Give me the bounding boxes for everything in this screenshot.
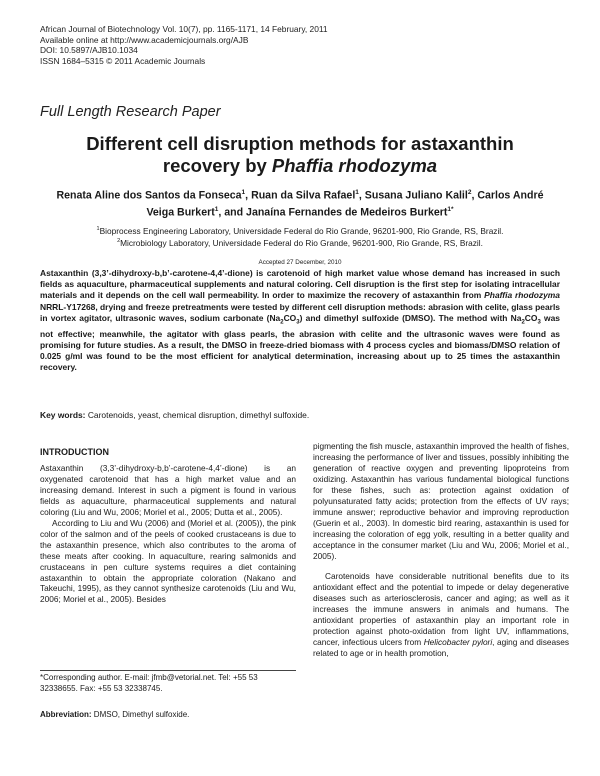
paragraph-text: , aging and diseases related to age or in health promotion,	[313, 637, 569, 659]
journal-url: Available online at http://www.academicjournals.org/AJB	[40, 34, 249, 45]
affiliation-marker: 1*	[447, 205, 454, 213]
paper-title	[40, 133, 560, 177]
footnote-divider	[40, 670, 296, 671]
paragraph: According to Liu and Wu (2006) and (Moriel et al. (2005)), the pink color of the salmon and of the peels of cooked crustaceans is due to the astaxanthin presence, which also contributes to the aroma of these meats after cooking. In aquaculture, rearing salmonids and crustaceans in pen culture systems requires a diet containing astaxanthin to obtain the appropriate coloration (Nakano and Takeuchi, 1995), as they cannot synthesize carotenoids (Liu and Wu, 2006; Moriel et al., 2005). Besides	[40, 517, 296, 605]
journal-citation: African Journal of Biotechnology Vol. 10(7), pp. 1165-1171, 14 February, 2011	[40, 24, 328, 34]
author-separator: ,	[471, 189, 478, 202]
journal-header	[40, 24, 328, 66]
subscript: 3	[537, 319, 541, 326]
author-separator: ,	[245, 189, 252, 202]
article-type: Full Length Research Paper	[40, 104, 221, 120]
affiliations	[40, 224, 560, 249]
author-list	[44, 186, 556, 219]
title-line-1: Different cell disruption methods for astaxanthin	[86, 133, 514, 154]
title-line-2	[40, 155, 560, 177]
paragraph	[313, 571, 569, 659]
subscript: 3	[296, 319, 300, 326]
paragraph-text: Carotenoids have considerable nutritional benefits due to its antioxidant effect and the potential to impede or delay degenerative diseases such as arteriosclerosis, cancer and aging; as well as it increases the immune answers in animals and humans. The antioxidant properties of astaxanthin play an important role in protection against photo-oxidation from light UV, inflammations, cancer, infectious ulcers from	[313, 571, 569, 648]
author-name: Carlos André Veiga Burkert	[146, 189, 544, 219]
abstract-text: CO	[524, 312, 538, 323]
body-column-right	[313, 441, 569, 659]
paragraph: Astaxanthin (3,3’-dihydroxy-b,b’-carotene-4,4’-dione) is an oxygenated carotenoid that has a high market value and an increasing demand. Interest in such a pigment is found in various fields as aquaculture, pharmaceutical supplements and natural coloring (Liu and Wu, 2006; Moriel et al., 2005; Dutta et al., 2005).	[40, 463, 296, 517]
section-heading-introduction: INTRODUCTION	[40, 447, 109, 457]
doi: DOI: 10.5897/AJB10.1034	[40, 45, 138, 56]
author-name: Janaína Fernandes de Medeiros Burkert	[246, 206, 448, 219]
issn: ISSN 1684–5315 © 2011 Academic Journals	[40, 55, 206, 66]
affiliation-text: Microbiology Laboratory, Universidade Federal do Rio Grande, 96201-900, Rio Grande, RS, Brazil.	[120, 238, 483, 249]
affiliation-2	[40, 236, 560, 248]
keywords-text: Carotenoids, yeast, chemical disruption, dimethyl sulfoxide.	[85, 410, 310, 420]
title-text: recovery by	[162, 155, 272, 176]
keywords-label: Key words:	[40, 410, 86, 420]
abstract-text: Astaxanthin (3,3’-dihydroxy-b,b’-carotene-4,4’-dione) is carotenoid of high market value whose demand has increased in such fields as aquaculture, pharmaceutical supplements and natural coloring. Cell disruption is the first step for isolating intracellular materials and it depends on the cell wall permeability. In order to maximize the recovery of astaxanthin from	[40, 268, 560, 301]
abstract-text: ) and dimethyl sulfoxide (DMSO). The method with Na	[299, 312, 522, 323]
abstract-text: NRRL-Y17268, drying and freeze pretreatments were tested by different cell disruption methods: abrasion with celite, glass pearls in vortex agitator, ultrasonic waves, sodium carbonate (Na	[40, 301, 560, 323]
affiliation-marker: 1	[214, 205, 219, 213]
affiliation-number: 2	[117, 238, 121, 245]
abstract-species: Phaffia rhodozyma	[484, 290, 560, 301]
subscript: 2	[280, 319, 284, 326]
author-name: Renata Aline dos Santos da Fonseca	[56, 189, 242, 202]
affiliation-marker: 1	[355, 189, 359, 196]
corresponding-author-footnote: *Corresponding author. E-mail: jfmb@vetorial.net. Tel: +55 53 32338655. Fax: +55 53 32338745.	[40, 673, 258, 693]
species-name: Helicobacter pylori	[423, 637, 493, 648]
author-separator: , and	[218, 206, 247, 219]
affiliation-text: Bioprocess Engineering Laboratory, Universidade Federal do Rio Grande, 96201-900, Rio Grande, RS, Brazil.	[99, 225, 504, 236]
affiliation-number: 1	[96, 226, 100, 232]
abbreviation-text: DMSO, Dimethyl sulfoxide.	[91, 710, 190, 719]
author-name: Susana Juliano Kalil	[364, 189, 468, 202]
title-species: Phaffia rhodozyma	[271, 155, 438, 176]
abstract	[40, 268, 560, 374]
author-name: Ruan da Silva Rafael	[251, 189, 356, 202]
abbreviation-note	[40, 710, 296, 719]
abbreviation-label: Abbreviation:	[40, 710, 92, 719]
affiliation-marker: 1	[241, 189, 246, 196]
author-separator: ,	[358, 189, 365, 202]
affiliation-1	[40, 224, 560, 236]
subscript: 2	[521, 319, 525, 326]
abstract-text: CO	[283, 312, 297, 323]
accepted-date: Accepted 27 December, 2010	[258, 259, 342, 266]
abstract-text: was not effective; meanwhile, the agitator with glass pearls, the abrasion with celite and the ultrasonic waves were found as promising for future studies. As a result, the DMSO in freeze-dried biomass with 4 process cycles and biomass/DMSO relation of 0.025 g/ml was found to be the most efficient for analytical determination, increasing about up to 25 times the astaxanthin recovery.	[40, 312, 560, 373]
affiliation-marker: 2	[467, 189, 472, 196]
paragraph: pigmenting the fish muscle, astaxanthin improved the health of fishes, increasing the performance of liver and tissues, possibly inhibiting the generation of reactive oxygen and preventing lipoproteins from oxidizing. Astaxanthin has various fundamental biological functions for these fishes, such as: protection against oxidation of polyunsaturated fatty acids; protection from the effects of UV rays; immune answer; reproductive behavior and improving reproduction (Guerin et al., 2003). In domestic bird rearing, astaxanthin is used for increasing the coloration of egg yolk, resulting in a better quality and acceptance in the consumer market (Liu and Wu, 2006; Moriel et al., 2005).	[313, 441, 569, 561]
body-column-left	[40, 463, 296, 605]
keywords	[40, 410, 309, 420]
